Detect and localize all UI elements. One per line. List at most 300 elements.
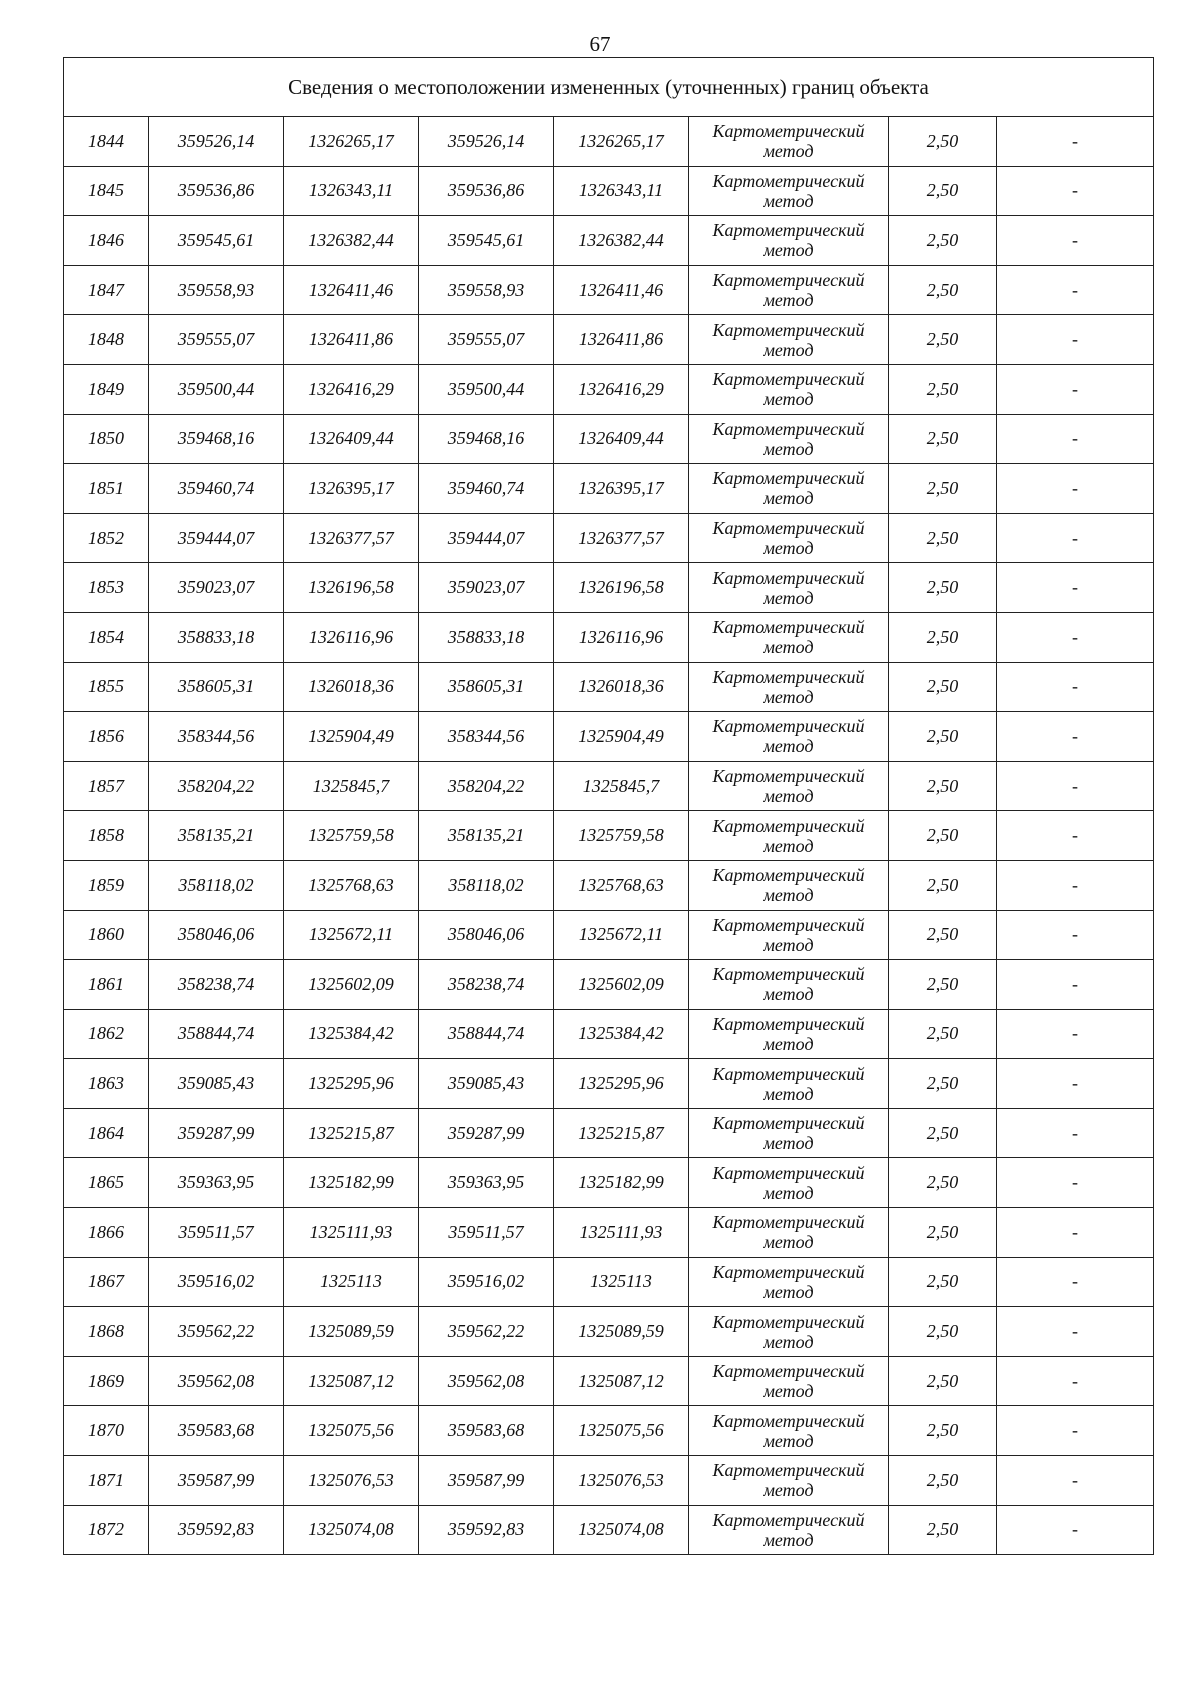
method-line-2: метод <box>763 736 814 757</box>
cell-description: - <box>997 364 1154 414</box>
table-row <box>64 364 1154 414</box>
method-line-2: метод <box>763 1381 814 1402</box>
cell-x-new: 358118,02 <box>419 860 554 910</box>
cell-description: - <box>997 216 1154 266</box>
method-line-2: метод <box>763 1133 814 1154</box>
cell-y-new: 1325182,99 <box>554 1158 689 1208</box>
table-title: Сведения о местоположении измененных (уточненных) границ объекта <box>64 58 1154 117</box>
cell-point-number: 1853 <box>64 563 149 613</box>
cell-description: - <box>997 811 1154 861</box>
cell-method <box>689 1108 889 1158</box>
cell-description: - <box>997 1456 1154 1506</box>
cell-y-new: 1326416,29 <box>554 364 689 414</box>
method-line-1: Картометрический <box>712 1212 865 1233</box>
method-line-1: Картометрический <box>712 815 865 836</box>
method-line-1: Картометрический <box>712 1361 865 1382</box>
method-line-2: метод <box>763 637 814 658</box>
cell-x-old: 359468,16 <box>149 414 284 464</box>
cell-x-new: 359500,44 <box>419 364 554 414</box>
cell-y-old: 1325074,08 <box>284 1505 419 1555</box>
cell-y-old: 1325075,56 <box>284 1406 419 1456</box>
table-row <box>64 860 1154 910</box>
cell-y-old: 1326416,29 <box>284 364 419 414</box>
method-line-2: метод <box>763 934 814 955</box>
cell-x-old: 359587,99 <box>149 1456 284 1506</box>
method-line-1: Картометрический <box>712 617 865 638</box>
method-line-2: метод <box>763 190 814 211</box>
cell-x-old: 358204,22 <box>149 761 284 811</box>
table-row <box>64 1505 1154 1555</box>
cell-y-new: 1326343,11 <box>554 166 689 216</box>
cell-method <box>689 1456 889 1506</box>
cell-y-new: 1326395,17 <box>554 464 689 514</box>
cell-y-old: 1325295,96 <box>284 1059 419 1109</box>
cell-precision: 2,50 <box>889 265 997 315</box>
cell-method <box>689 910 889 960</box>
method-line-2: метод <box>763 1331 814 1352</box>
method-line-1: Картометрический <box>712 369 865 390</box>
cell-y-old: 1325087,12 <box>284 1356 419 1406</box>
cell-point-number: 1851 <box>64 464 149 514</box>
cell-x-old: 359516,02 <box>149 1257 284 1307</box>
cell-description: - <box>997 563 1154 613</box>
cell-y-new: 1325295,96 <box>554 1059 689 1109</box>
cell-y-new: 1326411,86 <box>554 315 689 365</box>
method-line-1: Картометрический <box>712 1162 865 1183</box>
cell-precision: 2,50 <box>889 662 997 712</box>
cell-y-new: 1325384,42 <box>554 1009 689 1059</box>
cell-y-new: 1326411,46 <box>554 265 689 315</box>
cell-y-new: 1325111,93 <box>554 1208 689 1258</box>
cell-x-new: 359287,99 <box>419 1108 554 1158</box>
method-line-1: Картометрический <box>712 121 865 142</box>
cell-x-new: 359516,02 <box>419 1257 554 1307</box>
cell-y-old: 1326343,11 <box>284 166 419 216</box>
cell-method <box>689 1307 889 1357</box>
cell-method <box>689 364 889 414</box>
cell-point-number: 1849 <box>64 364 149 414</box>
method-line-2: метод <box>763 240 814 261</box>
cell-x-old: 359583,68 <box>149 1406 284 1456</box>
cell-precision: 2,50 <box>889 166 997 216</box>
cell-x-old: 359562,08 <box>149 1356 284 1406</box>
cell-point-number: 1854 <box>64 612 149 662</box>
cell-point-number: 1861 <box>64 960 149 1010</box>
cell-x-old: 359536,86 <box>149 166 284 216</box>
method-line-1: Картометрический <box>712 468 865 489</box>
cell-x-old: 359511,57 <box>149 1208 284 1258</box>
cell-x-new: 359592,83 <box>419 1505 554 1555</box>
table-row <box>64 563 1154 613</box>
cell-precision: 2,50 <box>889 364 997 414</box>
cell-y-new: 1325074,08 <box>554 1505 689 1555</box>
method-line-1: Картометрический <box>712 666 865 687</box>
cell-point-number: 1855 <box>64 662 149 712</box>
cell-point-number: 1865 <box>64 1158 149 1208</box>
method-line-2: метод <box>763 1430 814 1451</box>
cell-point-number: 1864 <box>64 1108 149 1158</box>
cell-point-number: 1848 <box>64 315 149 365</box>
method-line-1: Картометрический <box>712 418 865 439</box>
cell-y-old: 1325182,99 <box>284 1158 419 1208</box>
cell-point-number: 1845 <box>64 166 149 216</box>
cell-method <box>689 1505 889 1555</box>
cell-x-old: 358135,21 <box>149 811 284 861</box>
cell-method <box>689 1356 889 1406</box>
cell-x-old: 359562,22 <box>149 1307 284 1357</box>
table-row <box>64 1158 1154 1208</box>
cell-x-old: 358833,18 <box>149 612 284 662</box>
cell-description: - <box>997 960 1154 1010</box>
table-row <box>64 910 1154 960</box>
cell-description: - <box>997 117 1154 167</box>
cell-x-old: 358238,74 <box>149 960 284 1010</box>
method-line-2: метод <box>763 1182 814 1203</box>
cell-description: - <box>997 910 1154 960</box>
cell-y-new: 1326196,58 <box>554 563 689 613</box>
cell-x-old: 358844,74 <box>149 1009 284 1059</box>
cell-precision: 2,50 <box>889 860 997 910</box>
cell-y-old: 1326116,96 <box>284 612 419 662</box>
cell-y-new: 1325215,87 <box>554 1108 689 1158</box>
cell-point-number: 1860 <box>64 910 149 960</box>
cell-precision: 2,50 <box>889 464 997 514</box>
method-line-2: метод <box>763 835 814 856</box>
cell-x-old: 359592,83 <box>149 1505 284 1555</box>
method-line-1: Картометрический <box>712 914 865 935</box>
cell-point-number: 1869 <box>64 1356 149 1406</box>
cell-x-new: 358046,06 <box>419 910 554 960</box>
method-line-2: метод <box>763 438 814 459</box>
method-line-1: Картометрический <box>712 1311 865 1332</box>
cell-precision: 2,50 <box>889 1108 997 1158</box>
table-row <box>64 960 1154 1010</box>
cell-point-number: 1856 <box>64 712 149 762</box>
cell-method <box>689 1009 889 1059</box>
table-row <box>64 612 1154 662</box>
cell-method <box>689 1257 889 1307</box>
cell-point-number: 1847 <box>64 265 149 315</box>
cell-y-old: 1325089,59 <box>284 1307 419 1357</box>
cell-x-old: 359363,95 <box>149 1158 284 1208</box>
cell-x-new: 359085,43 <box>419 1059 554 1109</box>
method-line-2: метод <box>763 587 814 608</box>
cell-y-new: 1325075,56 <box>554 1406 689 1456</box>
method-line-2: метод <box>763 1480 814 1501</box>
cell-method <box>689 166 889 216</box>
cell-y-new: 1325845,7 <box>554 761 689 811</box>
cell-description: - <box>997 612 1154 662</box>
cell-method <box>689 612 889 662</box>
cell-description: - <box>997 464 1154 514</box>
cell-x-new: 358844,74 <box>419 1009 554 1059</box>
cell-y-new: 1326265,17 <box>554 117 689 167</box>
cell-x-old: 359526,14 <box>149 117 284 167</box>
method-line-2: метод <box>763 389 814 410</box>
cell-x-new: 359023,07 <box>419 563 554 613</box>
method-line-2: метод <box>763 290 814 311</box>
cell-precision: 2,50 <box>889 612 997 662</box>
cell-point-number: 1857 <box>64 761 149 811</box>
cell-description: - <box>997 1158 1154 1208</box>
cell-precision: 2,50 <box>889 1208 997 1258</box>
cell-description: - <box>997 1208 1154 1258</box>
method-line-1: Картометрический <box>712 518 865 539</box>
cell-x-new: 358135,21 <box>419 811 554 861</box>
cell-x-new: 359536,86 <box>419 166 554 216</box>
table-row <box>64 761 1154 811</box>
method-line-2: метод <box>763 885 814 906</box>
method-line-1: Картометрический <box>712 1013 865 1034</box>
cell-y-old: 1325672,11 <box>284 910 419 960</box>
cell-x-new: 359363,95 <box>419 1158 554 1208</box>
cell-y-new: 1325087,12 <box>554 1356 689 1406</box>
cell-x-new: 359460,74 <box>419 464 554 514</box>
method-line-1: Картометрический <box>712 220 865 241</box>
method-line-1: Картометрический <box>712 1261 865 1282</box>
table-row <box>64 1257 1154 1307</box>
cell-y-new: 1326409,44 <box>554 414 689 464</box>
cell-precision: 2,50 <box>889 1406 997 1456</box>
cell-point-number: 1868 <box>64 1307 149 1357</box>
method-line-2: метод <box>763 1033 814 1054</box>
cell-y-new: 1325672,11 <box>554 910 689 960</box>
table-row <box>64 513 1154 563</box>
cell-precision: 2,50 <box>889 1009 997 1059</box>
cell-y-old: 1325076,53 <box>284 1456 419 1506</box>
method-line-2: метод <box>763 488 814 509</box>
cell-x-new: 359511,57 <box>419 1208 554 1258</box>
table-row <box>64 414 1154 464</box>
table-row <box>64 315 1154 365</box>
cell-description: - <box>997 414 1154 464</box>
cell-description: - <box>997 1009 1154 1059</box>
method-line-1: Картометрический <box>712 319 865 340</box>
cell-method <box>689 563 889 613</box>
cell-description: - <box>997 761 1154 811</box>
method-line-1: Картометрический <box>712 964 865 985</box>
cell-y-new: 1326018,36 <box>554 662 689 712</box>
cell-precision: 2,50 <box>889 1257 997 1307</box>
cell-y-old: 1326377,57 <box>284 513 419 563</box>
method-line-2: метод <box>763 1529 814 1550</box>
cell-y-old: 1325215,87 <box>284 1108 419 1158</box>
table-row <box>64 662 1154 712</box>
method-line-2: метод <box>763 786 814 807</box>
table-row <box>64 1059 1154 1109</box>
cell-method <box>689 265 889 315</box>
cell-method <box>689 117 889 167</box>
cell-x-new: 358344,56 <box>419 712 554 762</box>
cell-method <box>689 315 889 365</box>
cell-description: - <box>997 1406 1154 1456</box>
cell-x-new: 359526,14 <box>419 117 554 167</box>
cell-method <box>689 860 889 910</box>
cell-description: - <box>997 1059 1154 1109</box>
cell-description: - <box>997 1108 1154 1158</box>
cell-point-number: 1863 <box>64 1059 149 1109</box>
cell-x-old: 358118,02 <box>149 860 284 910</box>
cell-x-new: 359562,22 <box>419 1307 554 1357</box>
cell-y-old: 1326018,36 <box>284 662 419 712</box>
cell-point-number: 1858 <box>64 811 149 861</box>
cell-y-new: 1325113 <box>554 1257 689 1307</box>
cell-precision: 2,50 <box>889 811 997 861</box>
cell-description: - <box>997 1307 1154 1357</box>
cell-precision: 2,50 <box>889 117 997 167</box>
cell-x-new: 359468,16 <box>419 414 554 464</box>
cell-precision: 2,50 <box>889 1158 997 1208</box>
cell-y-old: 1325845,7 <box>284 761 419 811</box>
table-row <box>64 1108 1154 1158</box>
cell-method <box>689 216 889 266</box>
cell-description: - <box>997 712 1154 762</box>
cell-x-new: 358238,74 <box>419 960 554 1010</box>
cell-y-old: 1325113 <box>284 1257 419 1307</box>
cell-precision: 2,50 <box>889 1505 997 1555</box>
table-row <box>64 464 1154 514</box>
cell-method <box>689 960 889 1010</box>
cell-method <box>689 414 889 464</box>
cell-x-old: 359500,44 <box>149 364 284 414</box>
cell-method <box>689 811 889 861</box>
cell-x-old: 359555,07 <box>149 315 284 365</box>
cell-precision: 2,50 <box>889 1307 997 1357</box>
cell-method <box>689 513 889 563</box>
method-line-1: Картометрический <box>712 1410 865 1431</box>
cell-y-new: 1325759,58 <box>554 811 689 861</box>
method-line-2: метод <box>763 1083 814 1104</box>
cell-precision: 2,50 <box>889 414 997 464</box>
cell-x-new: 358204,22 <box>419 761 554 811</box>
cell-description: - <box>997 860 1154 910</box>
method-line-2: метод <box>763 339 814 360</box>
table-row <box>64 166 1154 216</box>
method-line-2: метод <box>763 1281 814 1302</box>
cell-y-new: 1326116,96 <box>554 612 689 662</box>
method-line-1: Картометрический <box>712 716 865 737</box>
cell-y-old: 1325602,09 <box>284 960 419 1010</box>
cell-x-old: 359444,07 <box>149 513 284 563</box>
cell-x-old: 359085,43 <box>149 1059 284 1109</box>
cell-description: - <box>997 265 1154 315</box>
method-line-1: Картометрический <box>712 766 865 787</box>
cell-precision: 2,50 <box>889 1356 997 1406</box>
table-row <box>64 1009 1154 1059</box>
cell-precision: 2,50 <box>889 712 997 762</box>
cell-y-new: 1326377,57 <box>554 513 689 563</box>
cell-precision: 2,50 <box>889 960 997 1010</box>
cell-x-old: 359545,61 <box>149 216 284 266</box>
cell-y-old: 1326409,44 <box>284 414 419 464</box>
table-row <box>64 1406 1154 1456</box>
cell-y-old: 1325768,63 <box>284 860 419 910</box>
cell-method <box>689 1158 889 1208</box>
cell-y-new: 1325768,63 <box>554 860 689 910</box>
cell-y-old: 1325759,58 <box>284 811 419 861</box>
cell-description: - <box>997 166 1154 216</box>
cell-y-old: 1326265,17 <box>284 117 419 167</box>
cell-x-new: 359587,99 <box>419 1456 554 1506</box>
cell-precision: 2,50 <box>889 761 997 811</box>
method-line-2: метод <box>763 984 814 1005</box>
cell-description: - <box>997 662 1154 712</box>
cell-point-number: 1871 <box>64 1456 149 1506</box>
cell-point-number: 1862 <box>64 1009 149 1059</box>
cell-precision: 2,50 <box>889 315 997 365</box>
method-line-1: Картометрический <box>712 567 865 588</box>
cell-description: - <box>997 1257 1154 1307</box>
method-line-1: Картометрический <box>712 1460 865 1481</box>
cell-x-old: 359023,07 <box>149 563 284 613</box>
cell-x-new: 359545,61 <box>419 216 554 266</box>
cell-description: - <box>997 315 1154 365</box>
cell-method <box>689 1059 889 1109</box>
cell-x-new: 358833,18 <box>419 612 554 662</box>
cell-y-old: 1326196,58 <box>284 563 419 613</box>
cell-y-old: 1325904,49 <box>284 712 419 762</box>
table-row <box>64 712 1154 762</box>
cell-point-number: 1859 <box>64 860 149 910</box>
cell-y-old: 1326395,17 <box>284 464 419 514</box>
table-row <box>64 811 1154 861</box>
method-line-1: Картометрический <box>712 170 865 191</box>
cell-x-old: 358605,31 <box>149 662 284 712</box>
cell-point-number: 1866 <box>64 1208 149 1258</box>
cell-method <box>689 1406 889 1456</box>
cell-y-old: 1326411,46 <box>284 265 419 315</box>
cell-x-new: 359444,07 <box>419 513 554 563</box>
cell-x-new: 359583,68 <box>419 1406 554 1456</box>
method-line-1: Картометрический <box>712 865 865 886</box>
cell-method <box>689 662 889 712</box>
cell-precision: 2,50 <box>889 563 997 613</box>
method-line-2: метод <box>763 538 814 559</box>
table-row <box>64 265 1154 315</box>
cell-x-old: 359287,99 <box>149 1108 284 1158</box>
cell-precision: 2,50 <box>889 216 997 266</box>
cell-y-old: 1325111,93 <box>284 1208 419 1258</box>
cell-point-number: 1850 <box>64 414 149 464</box>
cell-y-new: 1325904,49 <box>554 712 689 762</box>
cell-precision: 2,50 <box>889 910 997 960</box>
cell-x-old: 359460,74 <box>149 464 284 514</box>
cell-y-old: 1325384,42 <box>284 1009 419 1059</box>
table-row <box>64 117 1154 167</box>
table-row <box>64 1307 1154 1357</box>
cell-y-new: 1325089,59 <box>554 1307 689 1357</box>
method-line-1: Картометрический <box>712 1113 865 1134</box>
cell-point-number: 1872 <box>64 1505 149 1555</box>
cell-x-new: 358605,31 <box>419 662 554 712</box>
table-title-row <box>64 58 1154 117</box>
cell-method <box>689 464 889 514</box>
cell-precision: 2,50 <box>889 513 997 563</box>
method-line-1: Картометрический <box>712 1063 865 1084</box>
cell-x-new: 359555,07 <box>419 315 554 365</box>
cell-point-number: 1852 <box>64 513 149 563</box>
cell-x-old: 358344,56 <box>149 712 284 762</box>
method-line-2: метод <box>763 141 814 162</box>
table-row <box>64 1356 1154 1406</box>
method-line-1: Картометрический <box>712 270 865 291</box>
method-line-2: метод <box>763 686 814 707</box>
cell-x-new: 359558,93 <box>419 265 554 315</box>
method-line-2: метод <box>763 1232 814 1253</box>
table-row <box>64 1208 1154 1258</box>
cell-precision: 2,50 <box>889 1456 997 1506</box>
cell-point-number: 1867 <box>64 1257 149 1307</box>
